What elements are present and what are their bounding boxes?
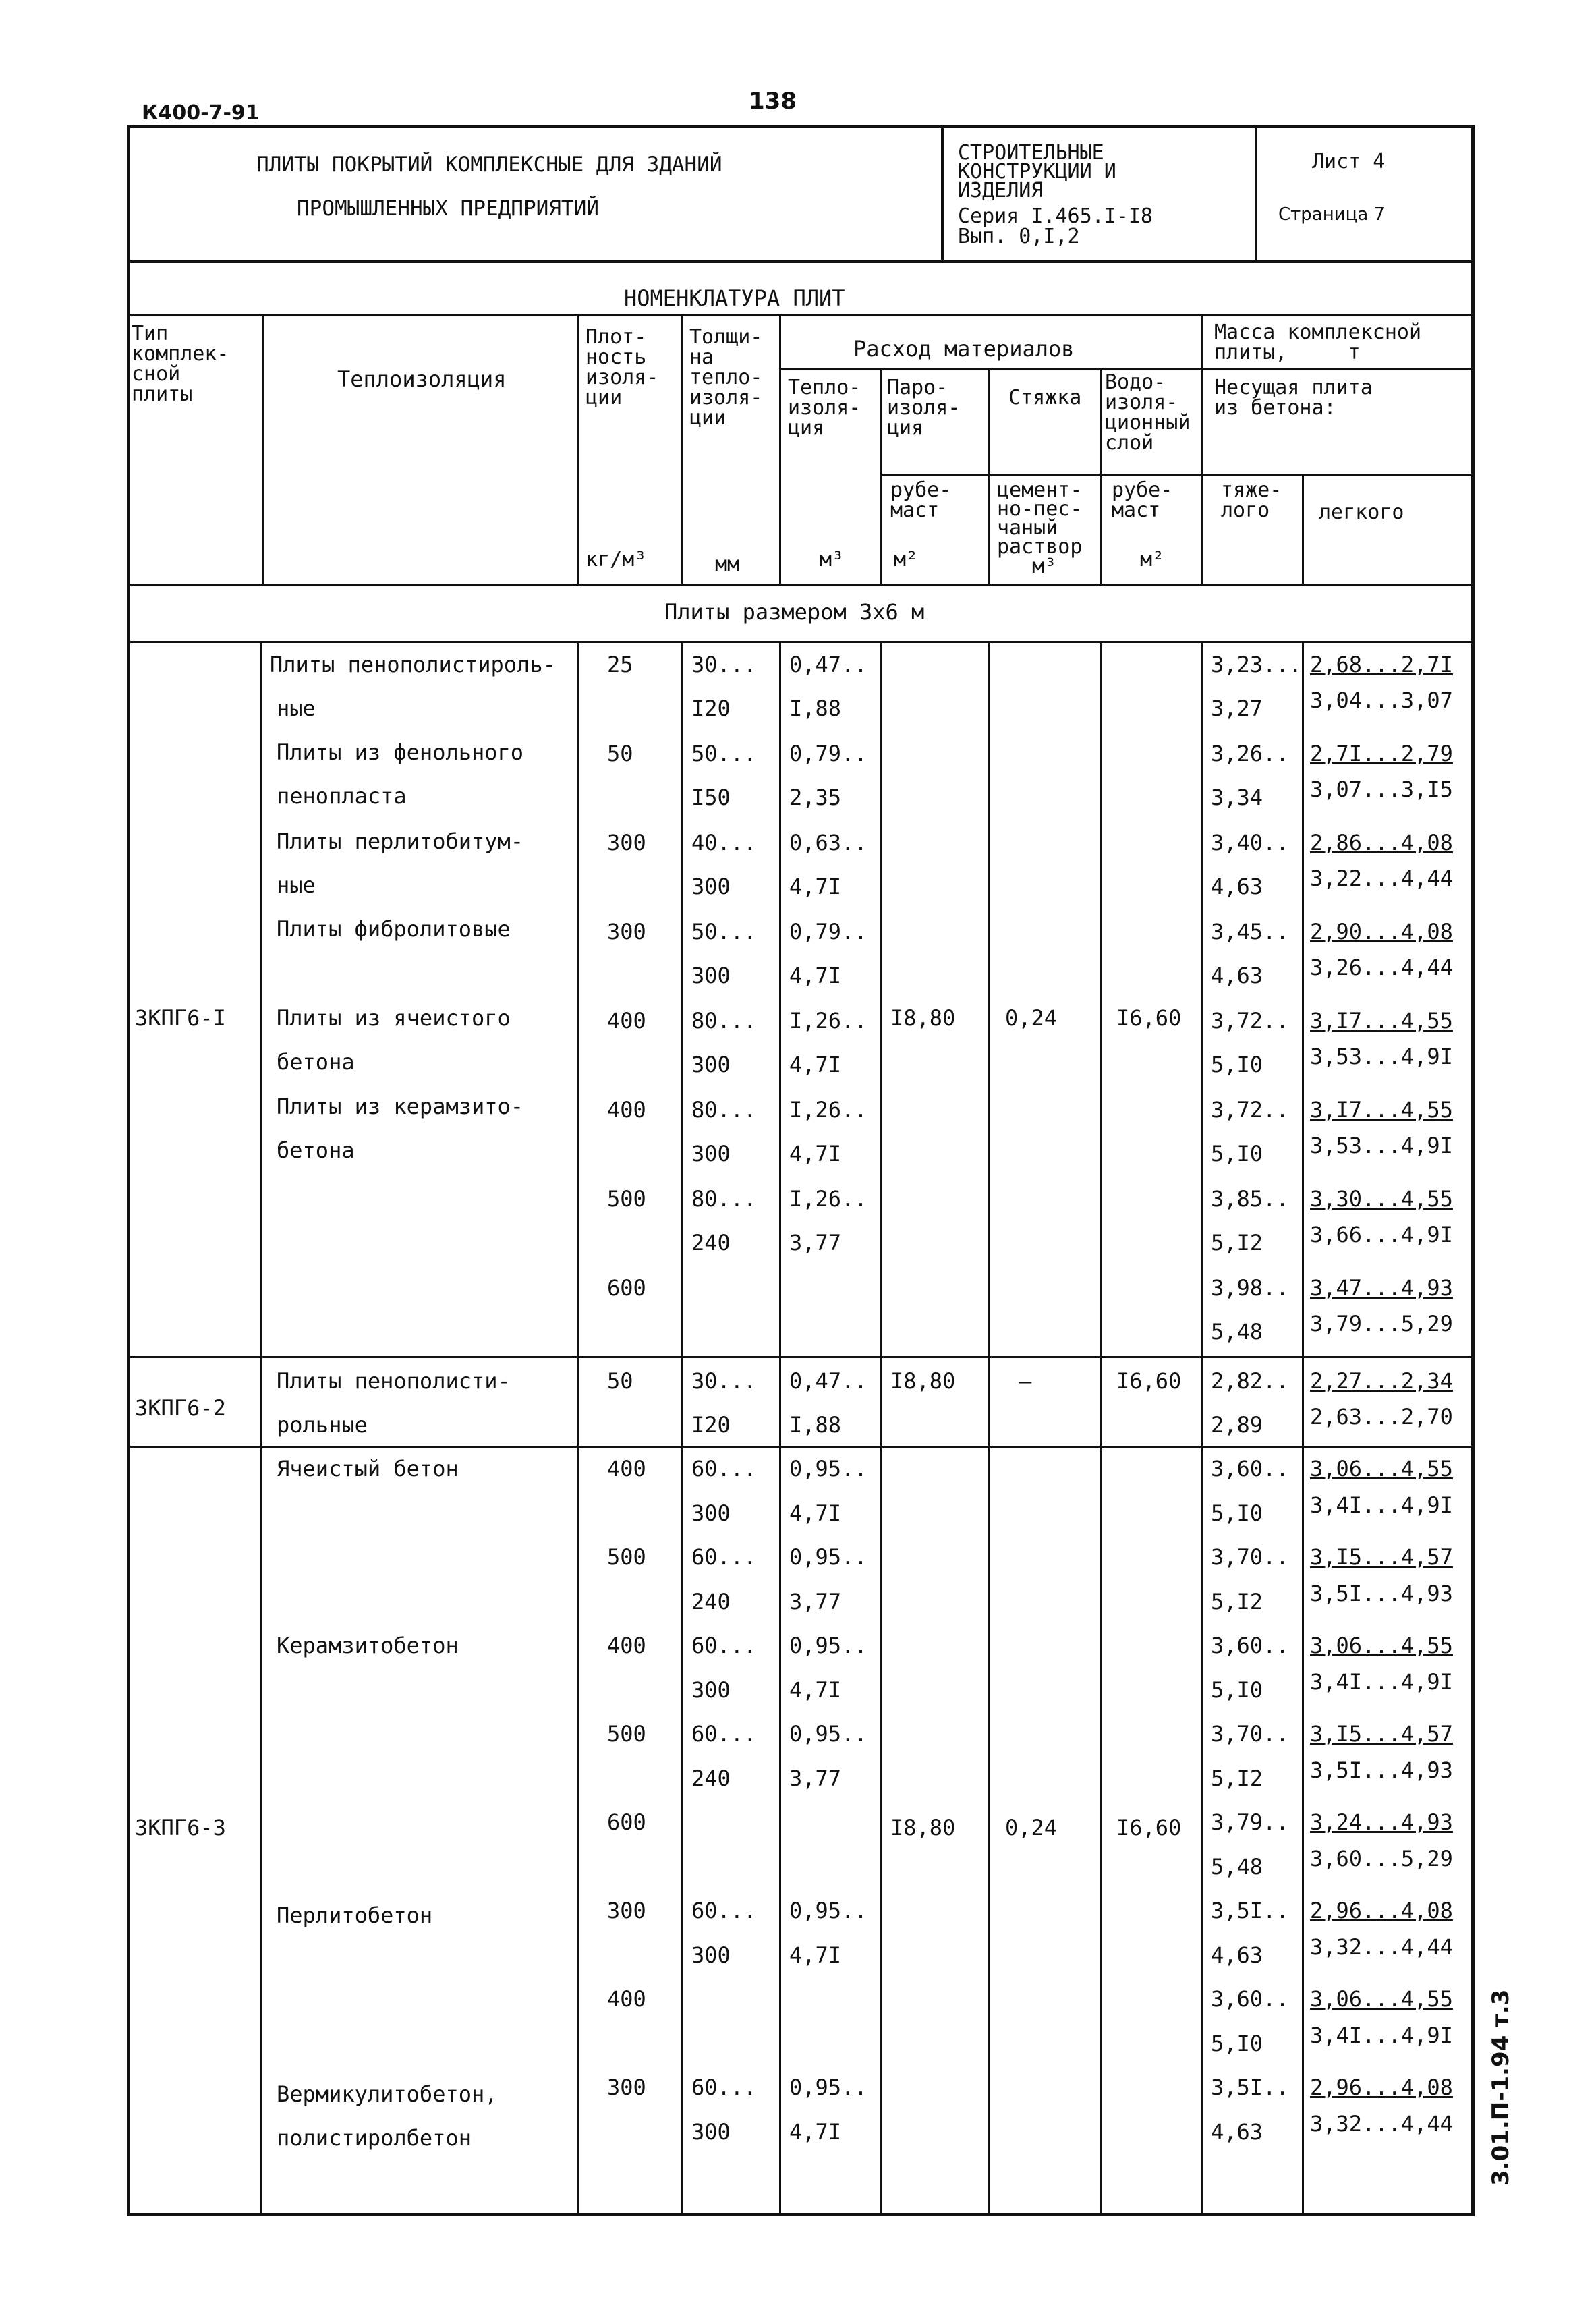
table-cell-heavy: 5,48: [1211, 1319, 1263, 1345]
table-cell-thick: 40...: [691, 830, 757, 855]
table-cell-vol: I,26..: [789, 1008, 867, 1034]
table-cell-density: 400: [607, 1986, 646, 2012]
insulation-label: Вермикулитобетон,: [277, 2081, 498, 2107]
table-cell-light: 3,4I...4,9I: [1310, 1668, 1453, 1695]
table-cell-density: 25: [607, 652, 633, 677]
insulation-label: Плиты из фенольного: [277, 739, 524, 765]
col-insulation: Теплоизоляция: [337, 366, 507, 392]
table-cell-vol: 0,95..: [789, 1633, 867, 1658]
insulation-label: Ячеистый бетон: [277, 1456, 459, 1482]
table-cell-heavy: 3,85..: [1211, 1186, 1289, 1212]
table-cell-density: 600: [607, 1809, 646, 1835]
insulation-label: ные: [277, 872, 316, 898]
table-cell-vol: 4,7I: [789, 963, 842, 988]
type-group-2: ЗКПГ6-2: [135, 1395, 226, 1421]
table-cell-vol: 4,7I: [789, 2118, 842, 2145]
table-cell-heavy: 3,72..: [1211, 1097, 1289, 1123]
col-thickness-2: на: [689, 345, 714, 369]
table-cell-thick: 30...: [691, 1368, 757, 1394]
type-group-3: ЗКПГ6-3: [135, 1815, 226, 1840]
col-water-1: Водо-: [1105, 370, 1166, 394]
sub-screed-3: чаный: [997, 516, 1058, 540]
table-cell-light: 3,60...5,29: [1310, 1845, 1453, 1871]
col-density-2: ность: [586, 345, 647, 369]
table-cell-thick: 240: [691, 1765, 731, 1791]
insulation-label: Плиты перлитобитум-: [277, 828, 524, 854]
table-cell-light: 3,06...4,55: [1310, 1633, 1453, 1658]
col-vapor-3: ция: [887, 416, 924, 440]
table-cell-vol: 4,7I: [789, 1052, 842, 1077]
table-cell-light: 2,96...4,08: [1310, 1898, 1453, 1923]
table-cell-heavy: 3,23...: [1211, 652, 1302, 677]
sub-heavy-1: тяже-: [1221, 478, 1282, 502]
table-cell-light: 3,32...4,44: [1310, 1934, 1453, 1960]
col-mass-2: плиты, т: [1214, 341, 1361, 364]
table-cell-density: 400: [607, 1456, 646, 1482]
table-cell-thick: 300: [691, 1676, 731, 1703]
series-line5: Вып. 0,I,2: [958, 225, 1080, 248]
screed-group-2: –: [1019, 1368, 1032, 1394]
table-caption: НОМЕНКЛАТУРА ПЛИТ: [624, 285, 845, 311]
table-cell-density: 300: [607, 2075, 646, 2100]
series-line2: КОНСТРУКЦИИ И: [958, 160, 1116, 184]
table-cell-light: 3,30...4,55: [1310, 1186, 1453, 1212]
table-cell-thick: 50...: [691, 741, 757, 766]
table-cell-light: 3,47...4,93: [1310, 1275, 1453, 1301]
table-cell-thick: I50: [691, 785, 731, 810]
table-cell-light: 2,90...4,08: [1310, 919, 1453, 944]
table-cell-thick: 50...: [691, 919, 757, 944]
col-density-4: ции: [586, 386, 623, 410]
table-cell-density: 400: [607, 1008, 646, 1034]
table-cell-vol: 4,7I: [789, 1942, 842, 1968]
table-cell-light: 3,I7...4,55: [1310, 1097, 1453, 1123]
table-cell-light: 2,86...4,08: [1310, 830, 1453, 855]
table-cell-light: 2,27...2,34: [1310, 1368, 1453, 1394]
table-cell-thick: 300: [691, 1141, 731, 1166]
table-cell-light: 3,I7...4,55: [1310, 1008, 1453, 1034]
table-cell-thick: 300: [691, 963, 731, 988]
insulation-label: Плиты пенополисти-: [277, 1368, 511, 1394]
table-cell-thick: 60...: [691, 1544, 757, 1570]
insulation-label: Плиты из керамзито-: [277, 1094, 524, 1119]
table-cell-vol: 3,77: [789, 1588, 842, 1614]
table-cell-light: 3,26...4,44: [1310, 955, 1453, 980]
table-cell-heavy: 3,26..: [1211, 741, 1289, 766]
col-thermo-1: Тепло-: [788, 376, 861, 399]
table-cell-vol: 0,63..: [789, 830, 867, 855]
table-cell-thick: 60...: [691, 1456, 757, 1482]
table-cell-thick: I20: [691, 696, 731, 721]
series-line4: Серия I.465.I-I8: [958, 204, 1153, 228]
page-label: Страница 7: [1278, 204, 1386, 225]
sub-heavy-2: лого: [1221, 499, 1270, 522]
insulation-label: бетона: [277, 1049, 355, 1075]
col-density-3: изоля-: [586, 366, 659, 389]
table-cell-heavy: 3,60..: [1211, 1633, 1289, 1658]
unit-vapor: м²: [894, 548, 919, 571]
col-type-1: Тип: [132, 322, 169, 345]
table-cell-heavy: 5,48: [1211, 1853, 1263, 1880]
col-thermo-2: изоля-: [788, 396, 861, 420]
sub-screed-4: раствор: [997, 535, 1083, 559]
table-cell-heavy: 5,I0: [1211, 2030, 1263, 2056]
table-cell-heavy: 3,70..: [1211, 1721, 1289, 1747]
series-line3: ИЗДЕЛИЯ: [958, 179, 1044, 202]
screed-group-1: 0,24: [1005, 1005, 1058, 1031]
table-cell-heavy: 5,I0: [1211, 1052, 1263, 1077]
table-cell-heavy: 3,40..: [1211, 830, 1289, 855]
vapor-group-1: I8,80: [890, 1005, 956, 1031]
table-cell-density: 400: [607, 1633, 646, 1658]
table-cell-vol: 4,7I: [789, 874, 842, 899]
table-cell-density: 300: [607, 830, 646, 855]
table-cell-light: 2,7I...2,79: [1310, 741, 1453, 766]
table-cell-vol: 3,77: [789, 1230, 842, 1256]
sub-water-2: маст: [1112, 499, 1161, 522]
table-cell-vol: 0,79..: [789, 741, 867, 766]
unit-water: м²: [1140, 548, 1165, 571]
table-cell-vol: I,88: [789, 1412, 842, 1438]
table-cell-heavy: 3,34: [1211, 785, 1263, 810]
table-cell-heavy: 3,98..: [1211, 1275, 1289, 1301]
unit-thermo: м³: [820, 548, 845, 571]
table-cell-density: 500: [607, 1186, 646, 1212]
section-title: Плиты размером 3х6 м: [664, 599, 925, 625]
col-type-3: сной: [132, 362, 181, 386]
table-cell-vol: 0,95..: [789, 1544, 867, 1570]
water-group-1: I6,60: [1116, 1005, 1182, 1031]
table-cell-vol: 0,95..: [789, 1721, 867, 1747]
table-cell-light: 3,22...4,44: [1310, 866, 1453, 891]
table-cell-density: 50: [607, 741, 633, 766]
table-cell-vol: I,26..: [789, 1186, 867, 1212]
table-cell-heavy: 3,5I..: [1211, 2075, 1289, 2100]
doc-title-line1: ПЛИТЫ ПОКРЫТИЙ КОМПЛЕКСНЫЕ ДЛЯ ЗДАНИЙ: [256, 152, 722, 177]
table-cell-light: 3,66...4,9I: [1310, 1222, 1453, 1247]
table-cell-vol: 0,95..: [789, 1898, 867, 1923]
table-cell-vol: 4,7I: [789, 1141, 842, 1166]
table-cell-vol: I,88: [789, 696, 842, 721]
table-cell-light: 3,I5...4,57: [1310, 1721, 1453, 1747]
doc-title-line2: ПРОМЫШЛЕННЫХ ПРЕДПРИЯТИЙ: [297, 196, 599, 221]
series-line1: СТРОИТЕЛЬНЫЕ: [958, 141, 1104, 165]
table-cell-heavy: 5,I0: [1211, 1141, 1263, 1166]
table-cell-heavy: 5,I2: [1211, 1765, 1263, 1791]
table-cell-heavy: 4,63: [1211, 2118, 1263, 2145]
table-cell-light: 3,53...4,9I: [1310, 1133, 1453, 1158]
table-cell-thick: 300: [691, 1052, 731, 1077]
vapor-group-3: I8,80: [890, 1815, 956, 1840]
col-thickness-4: изоля-: [689, 386, 763, 410]
table-cell-thick: 60...: [691, 1898, 757, 1923]
table-cell-heavy: 2,82..: [1211, 1368, 1289, 1394]
insulation-label: Плиты из ячеистого: [277, 1005, 511, 1031]
table-cell-heavy: 4,63: [1211, 1942, 1263, 1968]
insulation-label: Плиты фибролитовые: [277, 916, 511, 942]
table-cell-vol: 2,35: [789, 785, 842, 810]
table-cell-light: 3,5I...4,93: [1310, 1580, 1453, 1606]
table-cell-light: 3,06...4,55: [1310, 1456, 1453, 1482]
col-thickness-5: ции: [689, 406, 726, 430]
page-number: 138: [749, 88, 797, 115]
table-cell-heavy: 3,70..: [1211, 1544, 1289, 1570]
insulation-label: Плиты пенополистироль-: [270, 652, 556, 677]
insulation-label: пенопласта: [277, 783, 407, 809]
table-cell-light: 2,96...4,08: [1310, 2075, 1453, 2100]
table-cell-heavy: 4,63: [1211, 874, 1263, 899]
table-cell-thick: 80...: [691, 1186, 757, 1212]
table-cell-thick: 240: [691, 1230, 731, 1256]
table-cell-heavy: 5,I2: [1211, 1230, 1263, 1256]
table-cell-vol: 0,47..: [789, 1368, 867, 1394]
sub-vapor-1: рубе-: [890, 478, 952, 502]
table-cell-light: 3,79...5,29: [1310, 1311, 1453, 1336]
sub-screed-2: но-пес-: [997, 497, 1083, 521]
unit-density: кг/м³: [586, 548, 647, 571]
table-cell-vol: I,26..: [789, 1097, 867, 1123]
type-group-1: ЗКПГ6-I: [135, 1005, 226, 1031]
table-cell-thick: 60...: [691, 2075, 757, 2100]
table-cell-vol: 0,47..: [789, 652, 867, 677]
table-cell-vol: 0,95..: [789, 1456, 867, 1482]
table-cell-density: 300: [607, 919, 646, 944]
sub-vapor-2: маст: [890, 499, 940, 522]
table-cell-density: 500: [607, 1721, 646, 1747]
table-cell-density: 600: [607, 1275, 646, 1301]
side-document-code: 3.01.П-1.94 т.3: [1487, 1989, 1514, 2186]
table-cell-thick: 80...: [691, 1097, 757, 1123]
sub-water-1: рубе-: [1112, 478, 1173, 502]
table-cell-thick: 60...: [691, 1721, 757, 1747]
col-thermo-3: ция: [788, 416, 825, 440]
water-group-2: I6,60: [1116, 1368, 1182, 1394]
table-cell-density: 300: [607, 1898, 646, 1923]
table-cell-thick: 60...: [691, 1633, 757, 1658]
col-vapor-2: изоля-: [887, 396, 961, 420]
col-materials: Расход материалов: [853, 336, 1075, 362]
document-code: К400-7-91: [142, 101, 260, 125]
table-cell-heavy: 3,60..: [1211, 1456, 1289, 1482]
table-cell-heavy: 3,45..: [1211, 919, 1289, 944]
table-cell-heavy: 5,I0: [1211, 1676, 1263, 1703]
table-cell-thick: 80...: [691, 1008, 757, 1034]
table-cell-light: 3,53...4,9I: [1310, 1044, 1453, 1069]
table-cell-thick: 300: [691, 874, 731, 899]
insulation-label: рольные: [277, 1412, 368, 1438]
insulation-label: полистиролбетон: [277, 2125, 472, 2151]
vapor-group-2: I8,80: [890, 1368, 956, 1394]
table-cell-heavy: 3,72..: [1211, 1008, 1289, 1034]
sheet-label: Лист 4: [1312, 150, 1386, 173]
col-type-4: плиты: [132, 383, 193, 406]
table-cell-thick: I20: [691, 1412, 731, 1438]
insulation-label: ные: [277, 696, 316, 721]
table-cell-heavy: 3,60..: [1211, 1986, 1289, 2012]
table-cell-heavy: 3,5I..: [1211, 1898, 1289, 1923]
table-cell-vol: 0,79..: [789, 919, 867, 944]
table-cell-light: 2,68...2,7I: [1310, 652, 1453, 677]
table-cell-light: 3,32...4,44: [1310, 2110, 1453, 2137]
table-cell-light: 3,24...4,93: [1310, 1809, 1453, 1835]
col-water-2: изоля-: [1105, 391, 1178, 414]
table-cell-thick: 300: [691, 1942, 731, 1968]
table-cell-heavy: 4,63: [1211, 963, 1263, 988]
insulation-label: бетона: [277, 1137, 355, 1163]
col-vapor-1: Паро-: [887, 376, 948, 399]
table-cell-light: 3,I5...4,57: [1310, 1544, 1453, 1570]
col-bearing-2: из бетона:: [1214, 396, 1336, 420]
table-cell-light: 3,06...4,55: [1310, 1986, 1453, 2012]
table-cell-vol: 3,77: [789, 1765, 842, 1791]
table-cell-heavy: 5,I0: [1211, 1500, 1263, 1526]
table-cell-thick: 300: [691, 2118, 731, 2145]
table-cell-light: 3,07...3,I5: [1310, 777, 1453, 802]
table-cell-heavy: 3,79..: [1211, 1809, 1289, 1835]
table-cell-thick: 240: [691, 1588, 731, 1614]
table-cell-heavy: 2,89: [1211, 1412, 1263, 1438]
table-cell-light: 3,4I...4,9I: [1310, 1492, 1453, 1518]
table-cell-heavy: 5,I2: [1211, 1588, 1263, 1614]
water-group-3: I6,60: [1116, 1815, 1182, 1840]
table-cell-vol: 0,95..: [789, 2075, 867, 2100]
table-cell-light: 3,5I...4,93: [1310, 1757, 1453, 1783]
col-thickness-3: тепло-: [689, 366, 763, 389]
table-cell-light: 3,04...3,07: [1310, 687, 1453, 713]
col-bearing-1: Несущая плита: [1214, 376, 1373, 399]
insulation-label: Керамзитобетон: [277, 1633, 459, 1658]
table-cell-heavy: 3,27: [1211, 696, 1263, 721]
table-cell-density: 50: [607, 1368, 633, 1394]
col-density-1: Плот-: [586, 325, 647, 349]
table-cell-vol: 4,7I: [789, 1500, 842, 1526]
sub-screed-1: цемент-: [997, 478, 1083, 502]
table-cell-light: 2,63...2,70: [1310, 1404, 1453, 1430]
table-cell-vol: 4,7I: [789, 1676, 842, 1703]
sub-light: легкого: [1319, 501, 1404, 524]
table-cell-thick: 30...: [691, 652, 757, 677]
col-mass-1: Масса комплексной: [1214, 320, 1422, 344]
table-cell-density: 500: [607, 1544, 646, 1570]
screed-group-3: 0,24: [1005, 1815, 1058, 1840]
unit-screed: м³: [1032, 555, 1057, 578]
unit-thickness: мм: [715, 553, 740, 576]
col-water-3: ционный: [1105, 411, 1191, 434]
col-screed: Стяжка: [1008, 386, 1082, 410]
insulation-label: Перлитобетон: [277, 1902, 433, 1928]
table-cell-thick: 300: [691, 1500, 731, 1526]
col-thickness-1: Толщи-: [689, 325, 763, 349]
table-cell-density: 400: [607, 1097, 646, 1123]
col-water-4: слой: [1105, 431, 1154, 455]
col-type-2: комплек-: [132, 342, 229, 366]
table-cell-light: 3,4I...4,9I: [1310, 2022, 1453, 2048]
